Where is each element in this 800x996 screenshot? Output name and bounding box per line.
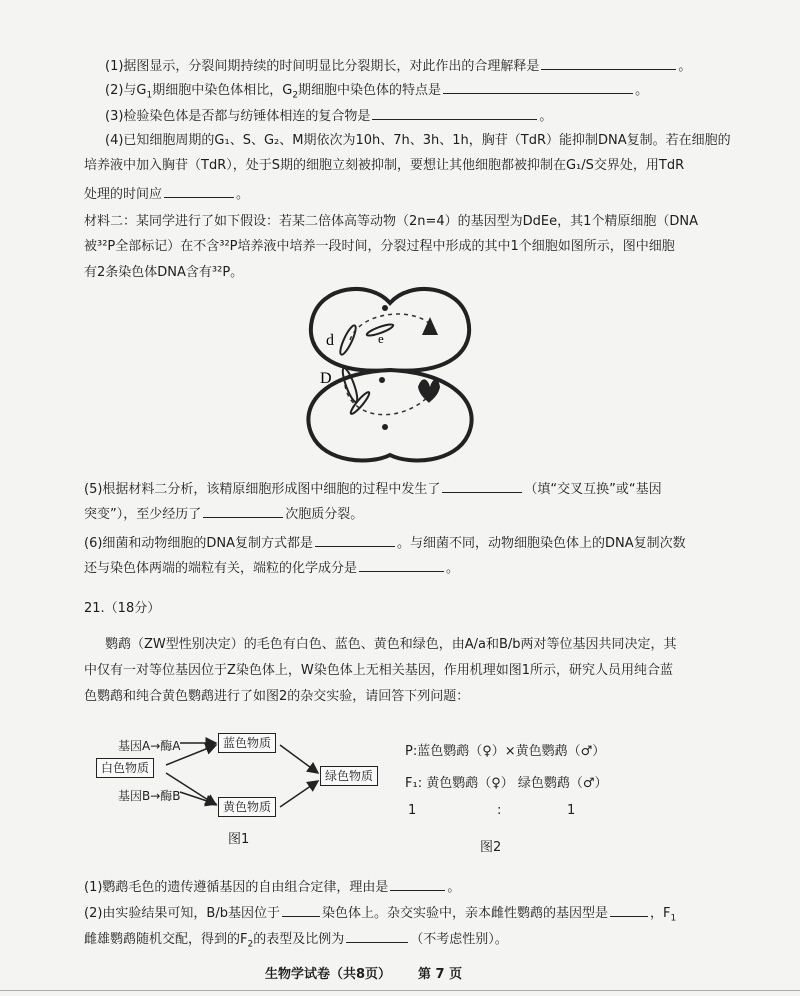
fig1-caption: 图1 [228,832,250,847]
footer-title: 生物学试卷（共8页） [265,967,392,982]
q21-part2-line2: 雌雄鹦鹉随机交配，得到的$F_2$的表型及比例为 （不考虑性别）。 [84,928,508,954]
fig1-geneA: 基因A→酶A [118,739,181,753]
material2-line3: 有2条染色体DNA含有³²P。 [84,265,244,280]
fig1-geneB: 基因B→酶B [118,789,181,803]
fig1-yellow-box: 黄色物质 [218,797,276,817]
fig2-parent-row: P:蓝色鹦鹉（♀）×黄色鹦鹉（♂） [405,744,606,759]
q20-part1: (1)据图显示，分裂间期持续的时间明显比分裂期长，对此作出的合理解释是 。 [105,55,691,76]
fig2-f1-row: F₁: 黄色鹦鹉（♀） 绿色鹦鹉（♂） [405,776,608,791]
q20-part3: (3)检验染色体是否都与纺锤体相连的复合物是 。 [105,105,552,126]
fig2-ratio-left: 1 [408,803,417,818]
label-e: e [378,331,384,346]
fig1-blue-box: 蓝色物质 [218,733,276,753]
material2-line2: 被³²P全部标记）在不含³²P培养液中培养一段时间，分裂过程中形成的其中1个细胞如图所示，图中细胞 [84,239,675,254]
fig1-arrows [150,735,330,825]
fig2-caption: 图2 [480,840,502,855]
fig1-green-box: 绿色物质 [320,766,378,786]
fig2-ratio-right: 1 [567,803,576,818]
q21-intro-line3: 色鹦鹉和纯合黄色鹦鹉进行了如图2的杂交实验，请回答下列问题： [84,689,470,704]
label-d: d [326,332,334,349]
q21-intro-line2: 中仅有一对等位基因位于Z染色体上，W染色体上无相关基因，作用机理如图1所示，研究人员用纯合蓝 [84,663,674,678]
q20-part4-line1: (4)已知细胞周期的G₁、S、G₂、M期依次为10h、7h、3h、1h，胸苷（TdR）能抑制DNA复制。若在细胞的 [105,133,731,148]
q20-part5-line1: (5)根据材料二分析，该精原细胞形成图中细胞的过程中发生了 （填“交叉互换”或“基因 [84,478,662,499]
q20-part6-line2: 还与染色体两端的端粒有关，端粒的化学成分是 。 [84,557,459,578]
q21-intro-line1: 鹦鹉（ZW型性别决定）的毛色有白色、蓝色、黄色和绿色，由A/a和B/b两对等位基因共同决定，其 [105,637,677,652]
q21-part1: (1)鹦鹉毛色的遗传遵循基因的自由组合定律，理由是 。 [84,876,460,897]
material2-line1: 材料二：某同学进行了如下假设：若某二倍体高等动物（2n=4）的基因型为DdEe，其1个精原细胞（DNA [84,214,699,229]
q21-title: 21.（18分） [84,601,161,616]
q20-part4-line3: 处理的时间应 。 [84,183,249,204]
fig2-ratio-colon: : [497,803,502,818]
bottom-rule [0,990,800,991]
q21-part2-line1: (2)由实验结果可知，B/b基因位于 染色体上。杂交实验中，亲本雌性鹦鹉的基因型是 ，$F_1$ [84,902,676,928]
label-D: D [320,370,332,387]
cell-division-figure [290,275,490,465]
footer-page: 第 7 页 [418,967,463,982]
fig1-white-box: 白色物质 [96,758,154,778]
q20-part5-line2: 突变”），至少经历了 次胞质分裂。 [84,503,363,524]
q20-part2: (2)与$G_1$期细胞中染色体相比，$G_2$期细胞中染色体的特点是 。 [105,79,648,105]
q20-part6-line1: (6)细菌和动物细胞的DNA复制方式都是 。与细菌不同，动物细胞染色体上的DNA复制次数 [84,532,686,553]
q20-part4-line2: 培养液中加入胸苷（TdR），处于S期的细胞立刻被抑制，要想让其他细胞都被抑制在G₁/S交界处，用TdR [84,158,685,173]
